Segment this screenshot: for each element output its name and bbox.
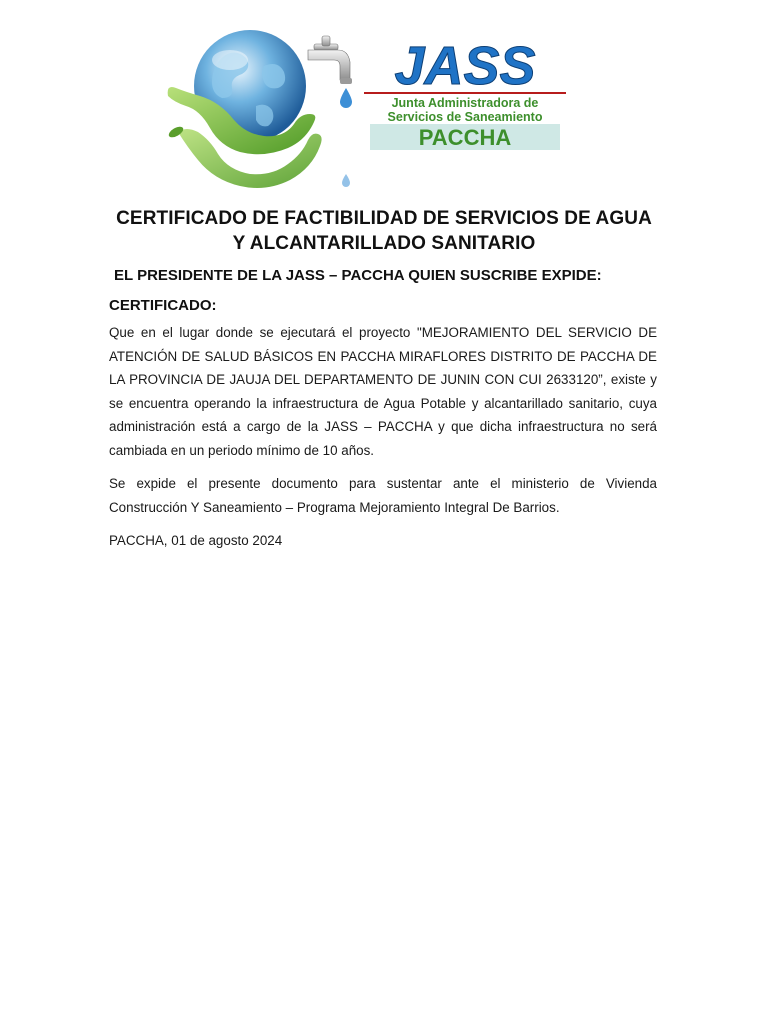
water-drop-small-icon (342, 174, 350, 187)
place-date: PACCHA, 01 de agosto 2024 (109, 533, 283, 548)
place-name: PACCHA (418, 125, 512, 150)
certification-paragraph: Que en el lugar donde se ejecutará el proyecto "MEJORAMIENTO DEL SERVICIO DE ATENCIÓN DE SALUD BÁSICOS EN PACCHA MIRAFLORES DISTRITO DE PACCHA DE LA PROVINCIA DE JAUJA DEL DEPARTAMENTO DE JUNIN CON CUI 2633120”, existe y se encuentra operando la infraestructura de Agua Potable y alcantarillado sanitario, cuya administración está a cargo de la JASS – PACCHA y que dicha infraestructura no será cambiada en un periodo mínimo de 10 años. (109, 325, 657, 458)
jass-org-name (364, 94, 566, 124)
jass-wordmark (364, 36, 566, 92)
water-drop-icon (340, 88, 352, 108)
certify-label: CERTIFICADO: (109, 297, 217, 314)
org-line-2: Servicios de Saneamiento (387, 110, 543, 124)
jass-name: JASS (394, 36, 536, 92)
jass-logo (364, 36, 566, 152)
faucet-icon (308, 36, 352, 84)
org-line-1: Junta Administradora de (391, 96, 539, 110)
logo-emblem (164, 26, 354, 194)
logo-graphic (164, 26, 354, 194)
document-title: CERTIFICADO DE FACTIBILIDAD DE SERVICIOS DE AGUA Y ALCANTARILLADO SANITARIO (116, 208, 652, 254)
place-band (370, 124, 560, 150)
header-logo (150, 26, 610, 194)
issuer-line: EL PRESIDENTE DE LA JASS – PACCHA QUIEN SUSCRIBE EXPIDE: (114, 267, 602, 284)
purpose-paragraph: Se expide el presente documento para sustentar ante el ministerio de Vivienda Construcción Y Saneamiento – Programa Mejoramiento Integral De Barrios. (109, 476, 657, 515)
